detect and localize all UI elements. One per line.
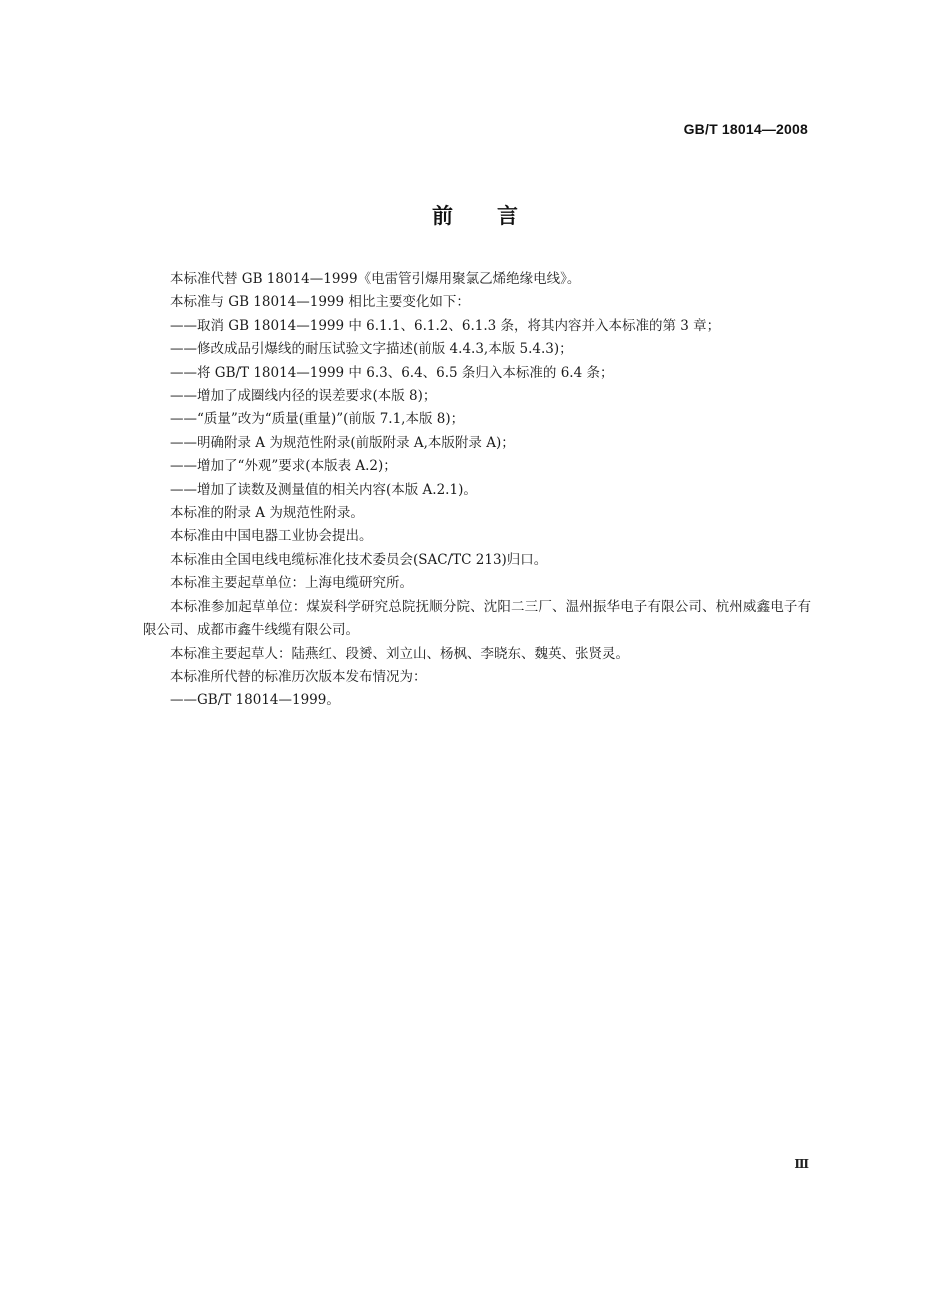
paragraph-committee: 本标准由全国电线电缆标准化技术委员会(SAC/TC 213)归口。 <box>170 551 548 568</box>
paragraph-proposer: 本标准由中国电器工业协会提出。 <box>170 528 373 545</box>
change-item: ——增加了成圈线内径的误差要求(本版 8)； <box>170 388 437 405</box>
change-item: ——明确附录 A 为规范性附录(前版附录 A,本版附录 A)； <box>170 434 515 451</box>
standard-code: GB/T 18014—2008 <box>683 121 808 137</box>
page-title: 前言 <box>432 204 562 228</box>
paragraph-main-drafter: 本标准主要起草单位：上海电缆研究所。 <box>170 575 413 592</box>
history-item: ——GB/T 18014—1999。 <box>170 692 340 709</box>
change-item: ——修改成品引爆线的耐压试验文字描述(前版 4.4.3,本版 5.4.3)； <box>170 341 573 358</box>
paragraph-participating-drafters: 本标准参加起草单位：煤炭科学研究总院抚顺分院、沈阳二三厂、温州振华电子有限公司、杭州威鑫电子有限公司、成都市鑫牛线缆有限公司。 <box>143 598 811 639</box>
paragraph-drafters: 本标准主要起草人：陆燕红、段赟、刘立山、杨枫、李晓东、魏英、张贤灵。 <box>170 645 629 662</box>
page-number: Ⅲ <box>794 1157 809 1171</box>
change-item: ——将 GB/T 18014—1999 中 6.3、6.4、6.5 条归入本标准的 6.4 条； <box>170 364 614 381</box>
change-item: ——取消 GB 18014—1999 中 6.1.1、6.1.2、6.1.3 条，将其内容并入本标准的第 3 章； <box>170 317 721 334</box>
paragraph-history-intro: 本标准所代替的标准历次版本发布情况为： <box>170 668 427 685</box>
paragraph-annex: 本标准的附录 A 为规范性附录。 <box>170 505 364 522</box>
change-item: ——增加了“外观”要求(本版表 A.2)； <box>170 458 397 475</box>
paragraph-changes-intro: 本标准与 GB 18014—1999 相比主要变化如下： <box>170 294 470 311</box>
paragraph-replaces: 本标准代替 GB 18014—1999《电雷管引爆用聚氯乙烯绝缘电线》。 <box>170 271 581 287</box>
foreword-body <box>143 268 811 713</box>
change-item: ——“质量”改为“质量(重量)”(前版 7.1,本版 8)； <box>170 411 465 428</box>
change-item: ——增加了读数及测量值的相关内容(本版 A.2.1)。 <box>170 481 477 498</box>
